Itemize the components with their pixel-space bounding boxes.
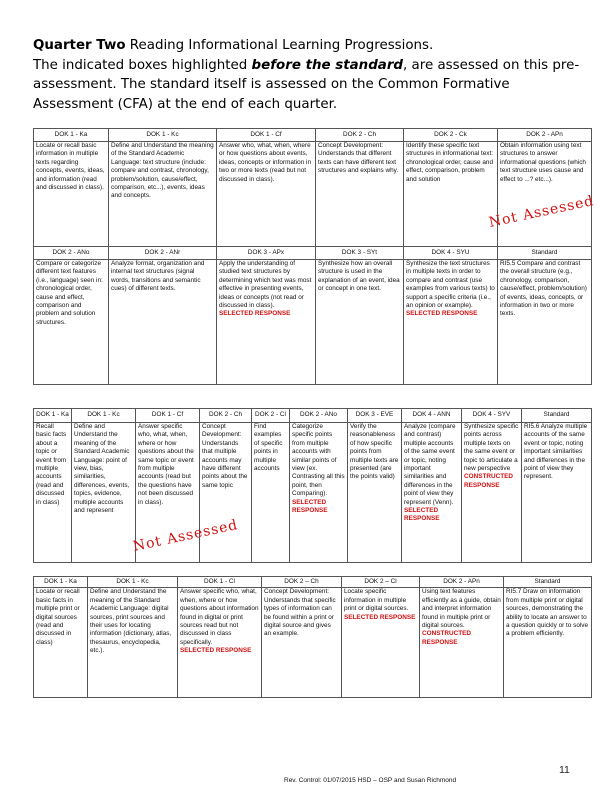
cell-text: Synthesize the text structures in multiple texts in order to compare and contrast (use examples from various texts) to support a specific criteria (i.e., an opinion or example).: [406, 260, 495, 310]
header-cell: DOK 2 - ANr: [109, 247, 217, 260]
page-number: 11: [559, 764, 570, 776]
progression-cell: Analyze format, organization and internal text structures (signal words, transitions and semantic cues) of different texts.: [109, 260, 217, 385]
header-cell: DOK 1 - Ka: [34, 577, 88, 588]
heading-line2-emphasis: before the standard: [251, 57, 404, 73]
cell-text: Synthesize specific points across multiple texts on the same event or topic to articulate a new perspective: [464, 423, 519, 473]
progression-cell: Recall basic facts about a topic or event from multiple accounts (read and discussed in class): [34, 423, 72, 563]
progression-cell: [342, 588, 420, 698]
constructed-response-label: CONSTRUCTED RESPONSE: [422, 630, 471, 646]
header-cell: DOK 4 - SYV: [462, 409, 522, 423]
progression-cell: Concept Development: Understands that specific types of information can be found within a print or digital source and gives an example.: [262, 588, 342, 698]
progression-cell: [404, 260, 498, 385]
progression-cell: [402, 423, 462, 563]
progression-cell: Compare or categorize different text features (i.e., language) seen in: chronological order, cause and effect, comparison and problem and solution structures.: [34, 260, 109, 385]
header-cell: DOK 1 - Kc: [88, 577, 178, 588]
header-cell: DOK 1 - Cf: [217, 129, 316, 142]
header-cell: DOK 3 - SYt: [316, 247, 404, 260]
progression-cell: Obtain information using text structures to answer informational questions (which text structure uses cause and effect to ...? etc...).: [498, 142, 592, 247]
progression-cell: Define and Understand the meaning of the Standard Academic Language: point of view, bias, similarities, differences, events, topics, evidence, multiple accounts and represent: [72, 423, 136, 563]
progression-cell: Find examples of specific points in multiple accounts: [252, 423, 290, 563]
progression-cell: Concept Development: Understands that multiple accounts may have different points about the same topic: [200, 423, 252, 563]
progression-cell: [290, 423, 348, 563]
heading-line2-pre: The indicated boxes highlighted: [33, 57, 252, 73]
header-cell: DOK 3 - EVE: [348, 409, 402, 423]
progression-cell: Concept Development: Understands that different texts can have different text structures and explains why.: [316, 142, 404, 247]
header-cell: Standard: [522, 409, 592, 423]
header-cell: DOK 3 - APx: [217, 247, 316, 260]
selected-response-label: SELECTED RESPONSE: [404, 507, 440, 523]
selected-response-label: SELECTED RESPONSE: [292, 498, 328, 515]
header-cell: DOK 2 - Ck: [404, 129, 498, 142]
cell-text: Categorize specific points from multiple accounts with similar points of view (ex. Contrasting all this point, then Comparing).: [292, 423, 345, 498]
header-cell: DOK 2 - APn: [498, 129, 592, 142]
progression-cell: Identify these specific text structures in informational text: chronological order, cause and effect, comparison, problem and solution: [404, 142, 498, 247]
cell-text: Answer specific who, what, when, where or how questions about information found in digital or print sources read but not discussed in class specifically.: [180, 588, 259, 646]
selected-response-label: SELECTED RESPONSE: [219, 310, 291, 318]
progression-cell: Answer who, what, when, where or how questions about events, ideas, concepts or information in two or more texts (read but not discussed in class).: [217, 142, 316, 247]
header-cell: DOK 1 - Kc: [72, 409, 136, 423]
not-assessed-stamp: Not Assessed: [131, 517, 240, 555]
header-cell: DOK 2 - APn: [420, 577, 504, 588]
header-cell: DOK 1 - Kc: [109, 129, 217, 142]
standard-cell: RI5.6 Analyze multiple accounts of the same event or topic, noting important similarities and differences in the point of view they represent.: [522, 423, 592, 563]
progression-cell: [178, 588, 262, 698]
header-cell: DOK 4 - SYU: [404, 247, 498, 260]
heading-title-bold: Quarter Two: [33, 38, 126, 53]
revision-footer: Rev. Control: 01/07/2015 HSD – OSP and Susan Richmond: [284, 777, 457, 784]
progression-cell: [420, 588, 504, 698]
progression-cell: Define and Understand the meaning of the Standard Academic Language: digital sources, print sources and their uses for locating information (dictionary, atlas, thesaurus, encyclopedia, etc.).: [88, 588, 178, 698]
header-cell: DOK 1 - Ka: [34, 129, 109, 142]
progression-cell: Synthesize how an overall structure is used in the explanation of an event, idea or concept in one text.: [316, 260, 404, 385]
header-cell: DOK 2 - ANo: [34, 247, 109, 260]
not-assessed-stamp: Not Assessed: [487, 193, 596, 231]
cell-text: Apply the understanding of studied text structures by determining which text was most effective in presenting events, ideas or concepts (not read or discussed in class).: [219, 260, 312, 310]
progression-table-ri5-6: [33, 408, 592, 563]
standard-cell: RI5.5 Compare and contrast the overall structure (e.g., chronology, comparison, cause/effect, problem/solution) of events, ideas, concepts, or information in two or more texts.: [498, 260, 592, 385]
page-heading: [33, 36, 588, 114]
heading-title-rest: Reading Informational Learning Progressions.: [125, 38, 434, 53]
constructed-response-label: CONSTRUCTED RESPONSE: [464, 473, 513, 489]
header-cell: Standard: [498, 247, 592, 260]
progression-cell: Verify the reasonableness of how specific points from multiple texts are presented (are the points valid): [348, 423, 402, 563]
progression-cell: [462, 423, 522, 563]
progression-cell: [217, 260, 316, 385]
header-cell: DOK 1 - Ka: [34, 409, 72, 423]
header-cell: DOK 2 – Ch: [262, 577, 342, 588]
selected-response-label: SELECTED RESPONSE: [406, 310, 478, 318]
header-cell: DOK 1 - Cf: [136, 409, 200, 423]
standard-cell: RI5.7 Draw on information from multiple print or digital sources, demonstrating the ability to locate an answer to a question quickly or to solve a problem efficiently.: [504, 588, 592, 698]
header-cell: DOK 1 - Cl: [178, 577, 262, 588]
header-cell: DOK 2 - Cl: [252, 409, 290, 423]
progression-cell: Define and Understand the meaning of the Standard Academic Language: text structure (include: compare and contrast, chronology, problem/solution, cause/effect, comparison, etc...), events, ideas and concepts.: [109, 142, 217, 247]
header-cell: DOK 2 - Ch: [316, 129, 404, 142]
progression-table-ri5-7: [33, 576, 592, 698]
header-cell: DOK 2 - Ch: [200, 409, 252, 423]
response-label: SELECTED RESPONSE: [344, 613, 416, 621]
progression-cell: Answer specific who, what, when, where or how questions about the same topic or event from multiple accounts (read but the questions have not been discussed in class).: [136, 423, 200, 563]
header-cell: Standard: [504, 577, 592, 588]
progression-cell: Locate or recall basic information in multiple texts regarding concepts, events, ideas, and information (read and discussed in class).: [34, 142, 109, 247]
header-cell: DOK 4 - ANN: [402, 409, 462, 423]
header-cell: DOK 2 – Cl: [342, 577, 420, 588]
header-cell: DOK 2 - ANo: [290, 409, 348, 423]
progression-cell: Locate or recall basic facts in multiple print or digital sources (read and discussed in class): [34, 588, 88, 698]
cell-text: Analyze (compare and contrast) multiple accounts of the same event or topic, noting important similarities and differences in the point of view they represent (Venn).: [404, 423, 456, 506]
cell-text: Using text features efficiently as a guide, obtain and interpret information found in multiple print or digital sources.: [422, 588, 501, 630]
heading-line2-post: , are assessed on this pre-assessment. The standard itself is assessed on the Common Formative Assessment (CFA) at the end of each quarter.: [33, 57, 580, 112]
cell-text: Locate specific information in multiple print or digital sources.: [344, 588, 409, 613]
progression-table-ri5-5: [33, 128, 592, 385]
selected-response-label: SELECTED RESPONSE: [180, 647, 252, 655]
